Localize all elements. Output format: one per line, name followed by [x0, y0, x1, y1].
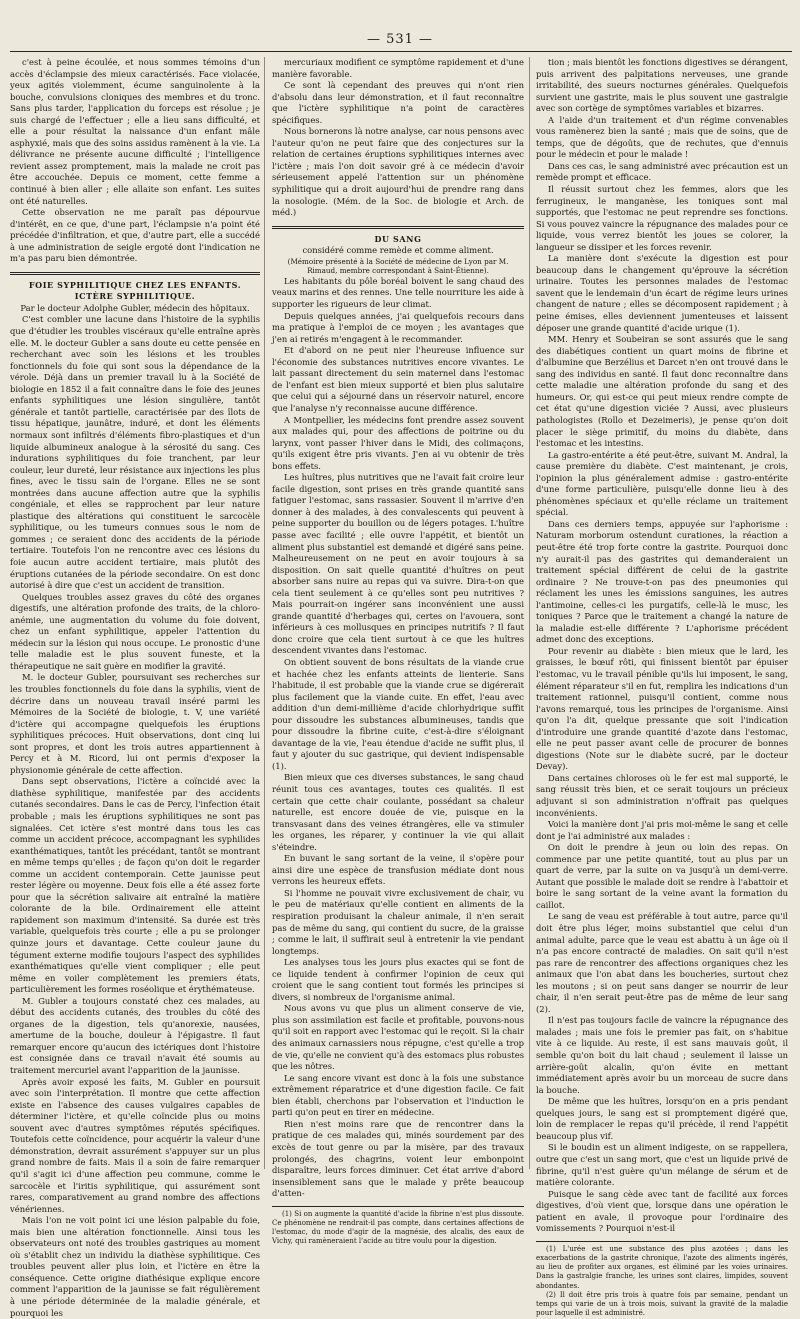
- paragraph: Voici la manière dont j'ai pris moi-même le sang et celle dont je l'ai administré aux malades :: [536, 819, 788, 841]
- section-divider: [10, 272, 260, 275]
- footnote: (2) Il doit être pris trois à quatre fois par semaine, pendant un temps qui varie de un à trois mois, suivant la gravité de la maladie pour laquelle il est administré.: [536, 1290, 788, 1318]
- paragraph: C'est combler une lacune dans l'histoire de la syphilis que d'étudier les troubles viscéraux qu'elle entraîne après elle. M. le docteur Gubler a sans doute eu cette pensée en recherchant avec soin les lésions et les troubles fonctionnels du foie qui sont sous la dépendance de la vérole. Déjà dans un premier travail lu à la Société de biologie en 1852 il a fait connaître dans le foie des jeunes enfants syphilitiques une lésion singulière, tantôt générale et tantôt partielle, caractérisée par des îlots de tissu hépatique, jaunâtre, induré, et dont les éléments normaux sont infiltrés d'éléments fibro-plastiques et d'un liquide albumineux analogue à la sérosité du sang. Ces indurations syphilitiques du foie tranchent, par leur couleur, leur dureté, leur résistance aux injections les plus fines, avec le tissu sain de l'organe. Elles ne se sont montrées dans aucune affection autre que la syphilis congéniale, et elles se rapprochent par leur nature plastique des altérations qui constituent le sarcocèle syphilitique, ou les tumeurs connues sous le nom de gommes ; ce seraient donc des accidents de la période tertiaire. Toutefois l'on ne rencontre avec ces lésions du foie aucun autre accident tertiaire, mais plutôt des éruptions cutanées de la période secondaire. On est donc autorisé à dire que c'est un accident de transition.: [10, 314, 260, 591]
- paragraph: Dans sept observations, l'ictère a coïncidé avec la diathèse syphilitique, manifestée par des accidents cutanés secondaires. Dans le cas de Percy, l'infection était probable ; mais les éruptions syphilitiques ne sont pas signalées. Cet ictère s'est montré dans tous les cas comme un accident précoce, accompagnant les syphilides exanthématiques, tantôt les précédant, tantôt se montrant en même temps qu'elles ; de façon qu'on doit le regarder comme un accident contemporain. Cette jaunisse peut rester légère ou moyenne. Deux fois elle a été assez forte pour que la sécrétion salivaire ait entraîné la matière colorante de la bile. Ordinairement elle atteint rapidement son maximum d'intensité. Sa durée est très variable, quelquefois très courte ; elle a pu se prolonger quinze jours et davantage. Cette couleur jaune du tégument externe modifie toujours l'aspect des syphilides exanthématiques qu'elle vient compliquer ; elle peut même en voiler complètement les premiers états, particulièrement les formes roséolique et érythémateuse.: [10, 776, 260, 995]
- paragraph: Quelques troubles assez graves du côté des organes digestifs, une altération profonde des traits, de la chloro-anémie, une augmentation du volume du foie doivent, chez un enfant syphilitique, appeler l'attention du médecin sur la lésion qui nous occupe. Le pronostic d'une telle maladie est le plus souvent funeste, et la thérapeutique ne sait guère en modifier la gravité.: [10, 591, 260, 671]
- footnote: (1) Si on augmente la quantité d'acide la fibrine n'est plus dissoute. Ce phénomène ne rendrait-il pas compte, dans certaines affections de l'estomac, du mode d'agir de la magnésie, des alcalis, des eaux de Vichy, qui ramèneraient l'acide au titre voulu pour la digestion.: [272, 1209, 524, 1246]
- section-title: FOIE SYPHILITIQUE CHEZ LES ENFANTS. ICTÈRE SYPHILITIQUE.: [28, 279, 242, 302]
- paragraph: Les huîtres, plus nutritives que ne l'avait fait croire leur facile digestion, sont prises en très grande quantité sans fatiguer l'estomac, sans rassasier. Souvent il m'arrive d'en donner à des malades, à des convalescents qui peuvent à peine supporter du bouillon ou de légers potages. L'huître passe avec facilité ; elle ouvre l'appétit, et bientôt un aliment plus substantiel est demandé et digéré sans peine. Malheureusement on ne peut en avoir toujours à sa disposition. On sait quelle quantité d'huîtres on peut absorber sans nuire au repas qui va suivre. Dira-t-on que cela tient seulement à ce qu'elles sont peu nutritives ? Mais pourrait-on ingérer sans inconvénient une aussi grande quantité d'herbages qui, certes on l'avouera, sont inférieurs à ces mollusques en principes nutritifs ? Il faut donc croire que cela tient surtout à ce que les huîtres descendent vivantes dans l'estomac.: [272, 472, 524, 656]
- paragraph: Si l'homme ne pouvait vivre exclusivement de chair, vu le peu de matériaux qu'elle contient en aliments de la respiration produisant la chaleur animale, il n'en serait pas de même du sang, qui contient du sucre, de la graisse ; comme le lait, il suffirait seul à entretenir la vie pendant longtemps.: [272, 887, 524, 956]
- column-separator: [264, 57, 265, 1169]
- footnote: (1) L'urée est une substance des plus azotées ; dans les exacerbations de la gastrite chronique, l'azote des aliments ingérés, au lieu de profiter aux organes, est éliminé par les voies urinaires. Dans la gastralgie franche, les urines sont claires, limpides, souvent abondantes.: [536, 1244, 788, 1290]
- paragraph: Pour revenir au diabète : bien mieux que le lard, les graisses, le bœuf rôti, qui finissent bientôt par épuiser l'estomac, vu le travail pénible qu'ils lui imposent, le sang, élément réparateur s'il en fut, remplira les indications d'un traitement rationnel, puisqu'il contient, comme nous l'avons remarqué, tous les principes de l'organisme. Ainsi qu'on l'a dit, quelque pressante que soit l'indication d'introduire une grande quantité d'azote dans l'estomac, elle ne peut passer avant celle de procurer de bonnes digestions (Note sur le diabète sucré, par le docteur Devay).: [536, 645, 788, 772]
- paragraph: M. Gubler a toujours constaté chez ces malades, au début des accidents cutanés, des troubles du côté des organes de la digestion, tels qu'anorexie, nausées, amertume de la bouche, douleur à l'épigastre. Il faut remarquer encore qu'aucun des ictériques dont l'histoire est consignée dans ce travail n'avait été soumis au traitement mercuriel avant l'apparition de la jaunisse.: [10, 995, 260, 1076]
- paragraph: Il réussit surtout chez les femmes, alors que les ferrugineux, le manganèse, les toniques sont mal supportés, que l'estomac ne peut reprendre ses fonctions. Si vous pouvez vaincre la répugnance des malades pour ce liquide, vous verrez bientôt les joues se colorer, la langueur se dissiper et les forces revenir.: [536, 184, 788, 252]
- paragraph: A l'aide d'un traitement et d'un régime convenables vous ramènerez bien la santé ; mais que de soins, que de temps, que de dégoûts, que de rechutes, que d'ennuis pour le médecin et pour le malade !: [536, 114, 788, 160]
- column-2: [272, 57, 524, 1246]
- paragraph: A Montpellier, les médecins font prendre assez souvent aux malades qui, pour des affections de poitrine ou du larynx, vont passer l'hiver dans le Midi, des colimaçons, qu'ils exigent être pris vivants. J'en ai vu obtenir de très bons effets.: [272, 414, 524, 471]
- paragraph: Les habitants du pôle boréal boivent le sang chaud des veaux marins et des rennes. Une telle nourriture les aide à supporter les rigueurs de leur climat.: [272, 275, 524, 310]
- paragraph: M. le docteur Gubler, poursuivant ses recherches sur les troubles fonctionnels du foie dans la syphilis, vient de décrire dans un nouveau travail inséré parmi les Mémoires de la Société de biologie, t. V, une variété d'ictère qui accompagne quelquefois les éruptions syphilitiques précoces. Huit observations, dont cinq lui sont propres, et dont les trois autres appartiennent à Percy et à M. Ricord, lui ont permis d'exposer la physionomie générale de cette affection.: [10, 672, 260, 775]
- footnotes: [536, 1241, 788, 1319]
- footnotes: [272, 1206, 524, 1247]
- header-rule: [10, 51, 792, 52]
- paragraph: Mais l'on ne voit point ici une lésion palpable du foie, mais bien une altération fonctionnelle. Ainsi tous les observateurs ont noté des troubles gastriques au moment où s'établit chez un individu la diathèse syphilitique. Ces troubles peuvent aller plus loin, et l'ictère en être la conséquence. Cette origine diathésique explique encore comment l'apparition de la jaunisse se fait régulièrement à une période déterminée de la maladie générale, et pourquoi les: [10, 1215, 260, 1318]
- paragraph: Puisque le sang cède avec tant de facilité aux forces digestives, d'où vient que, lorsque dans une opération le patient en avale, il provoque pour l'ordinaire des vomissements ? Pourquoi n'est-il: [536, 1188, 788, 1234]
- paragraph: Le sang encore vivant est donc à la fois une substance extrêmement réparatrice et d'une digestion facile. Ce fait bien établi, cherchons par l'observation et l'induction le parti qu'on peut en tirer en médecine.: [272, 1072, 524, 1118]
- paragraph: Les analyses tous les jours plus exactes qui se font de ce liquide tendent à confirmer l'opinion de ceux qui croient que le sang contient tout formés les principes si divers, si nombreux de l'organisme animal.: [272, 957, 524, 1002]
- paragraph: On obtient souvent de bons résultats de la viande crue et hachée chez les enfants atteints de lienterie. Sans l'habitude, il est probable que la viande crue se digérerait plus facilement que la viande cuite. En effet, l'eau avec addition d'un demi-millième d'acide chlorhydrique suffit pour dissoudre les substances albumineuses, tandis que pour dissoudre la fibrine cuite, c'est-à-dire s'éloignant davantage de la vie, l'eau étendue d'acide ne suffit plus, il faut y ajouter du suc gastrique, qui devient indispensable (1).: [272, 656, 524, 771]
- paragraph: La gastro-entérite a été peut-être, suivant M. Andral, la cause première du diabète. C'est maintenant, je crois, l'opinion la plus généralement admise : gastro-entérite d'une forme particulière, puisqu'elle donne lieu à des phénomènes spéciaux et qu'elle réclame un traitement spécial.: [536, 449, 788, 518]
- paragraph: De même que les huîtres, lorsqu'on en a pris pendant quelques jours, le sang est si promptement digéré que, loin de remplacer le repas qu'il précède, il rend l'appétit beaucoup plus vif.: [536, 1096, 788, 1141]
- column-3: [536, 57, 788, 1318]
- paragraph: Dans ces cas, le sang administré avec précaution est un remède prompt et efficace.: [536, 160, 788, 183]
- paragraph: c'est à peine écoulée, et nous sommes témoins d'un accès d'éclampsie des mieux caractérisés. Face violacée, yeux agités violemment, écume sanguinolente à la bouche, convulsions cloniques des membres et du tronc. Sans plus tarder, l'application du forceps est résolue ; je suis chargé de l'effectuer ; elle a lieu sans difficulté, et elle a pour résultat la naissance d'un enfant mâle asphyxié, mais que des soins assidus ramènent à la vie. La délivrance ne présente aucune difficulté ; l'intelligence revient assez promptement, mais la malade ne croit pas être accouchée. Depuis ce moment, cette femme a continué à bien aller ; elle allaite son enfant. Les suites ont été naturelles.: [10, 57, 260, 206]
- column-1: [10, 57, 260, 1318]
- paragraph: Nous bornerons là notre analyse, car nous pensons avec l'auteur qu'on ne peut faire que des conjectures sur la relation de certaines éruptions syphilitiques internes avec l'ictère ; mais l'on doit savoir gré à ce médecin d'avoir sérieusement appelé l'attention sur un phénomène syphilitique qui a droit aujourd'hui de prendre rang dans la nosologie. (Mém. de la Soc. de biologie et Arch. de méd.): [272, 126, 524, 218]
- column-separator: [529, 57, 530, 1169]
- paragraph: En buvant le sang sortant de la veine, il s'opère pour ainsi dire une espèce de transfusion médiate dont nous verrons les heureux effets.: [272, 853, 524, 887]
- paragraph: Depuis quelques années, j'ai quelquefois recours dans ma pratique à l'emploi de ce moyen ; les avantages que j'en ai retirés m'engagent à le recommander.: [272, 310, 524, 344]
- paragraph: Il n'est pas toujours facile de vaincre la répugnance des malades ; mais une fois le premier pas fait, on s'habitue vite à ce liquide. Au reste, il est sans mauvais goût, il semble qu'on boit du lait chaud ; seulement il laisse un arrière-goût alcalin, qu'on évite en mettant immédiatement après avoir bu un morceau de sucre dans la bouche.: [536, 1015, 788, 1095]
- paragraph: Cette observation ne me paraît pas dépourvue d'intérêt, en ce que, d'une part, l'éclampsie n'a point été précédée d'infiltration, et que, d'autre part, elle a succédé à une administration de seigle ergoté dont l'indication ne m'a pas paru bien démontrée.: [10, 207, 260, 264]
- section-divider: [272, 226, 524, 229]
- paragraph: On doit le prendre à jeun ou loin des repas. On commence par une petite quantité, tout au plus par un quart de verre, par la suite on va jusqu'à un demi-verre. Autant que possible le malade doit se rendre à l'abattoir et boire le sang sortant de la veine avant la formation du caillot.: [536, 842, 788, 910]
- paragraph: Après avoir exposé les faits, M. Gubler en poursuit avec soin l'interprétation. Il montre que cette affection existe en l'absence des causes vulgaires capables de déterminer l'ictère, et qu'elle coïncide plus ou moins souvent avec d'autres symptômes réputés spécifiques. Toutefois cette coïncidence, pour acquérir la valeur d'une démonstration, devrait assurément s'appuyer sur un plus grand nombre de faits. Mais il a soin de faire remarquer qu'il s'agit ici d'une affection peu commune, comme le sarcocèle et l'iritis syphilitique, qui assurément sont rares, comparativement au grand nombre des affections vénériennes.: [10, 1076, 260, 1214]
- paragraph: Bien mieux que ces diverses substances, le sang chaud réunit tous ces avantages, toutes ces qualités. Il est certain que cette chair coulante, possédant sa chaleur naturelle, est encore douée de vie, puisque en la transvasant dans des veines étrangères, elle va stimuler les organes, les réparer, y continuer la vie qui allait s'éteindre.: [272, 772, 524, 852]
- paragraph: Si le boudin est un aliment indigeste, on se rappellera, outre que c'est un sang mort, que c'est un liquide privé de fibrine, qu'il n'est guère qu'un mélange de sérum et de matière colorante.: [536, 1142, 788, 1188]
- paragraph: La manière dont s'exécute la digestion est pour beaucoup dans le changement qu'éprouve la sécrétion urinaire. Toutes les personnes malades de l'estomac savent que le lendemain d'un écart de régime leurs urines changent de nature ; elles se décomposent rapidement ; à peine émises, elles deviennent jumenteuses et laissent déposer une grande quantité d'acide urique (1).: [536, 253, 788, 333]
- section-title: DU SANG: [374, 233, 422, 244]
- article-author: Par le docteur Adolphe Gubler, médecin des hôpitaux.: [20, 302, 250, 313]
- paragraph: MM. Henry et Soubeiran se sont assurés que le sang des diabétiques contient un quart moins de fibrine et d'albumine que Berzélius et Darcet n'en ont trouvé dans le sang des individus en santé. Il faut donc reconnaître dans cette maladie une altération profonde du sang et des humeurs. Or, qui est-ce qui peut mieux rendre compte de cet état qu'une digestion viciée ? Aussi, avec plusieurs pathologistes (Rollo et Dezeimeris), je pense qu'on doit placer le siège primitif, du moins du diabète, dans l'estomac et les intestins.: [536, 334, 788, 449]
- paragraph: Nous avons vu que plus un aliment conserve de vie, plus son assimilation est facile et profitable, pouvons-nous qu'il soit en rapport avec l'estomac qui le reçoit. Si la chair des animaux carnassiers nous répugne, c'est qu'elle a trop de vie, qu'elle ne convient qu'à des estomacs plus robustes que les nôtres.: [272, 1003, 524, 1072]
- paragraph: Dans certaines chloroses où le fer est mal supporté, le sang réussit très bien, et ce serait toujours un précieux adjuvant si son administration n'offrait pas quelques inconvénients.: [536, 772, 788, 818]
- paragraph: tion ; mais bientôt les fonctions digestives se dérangent, puis arrivent des palpitations nerveuses, une grande irritabilité, des sueurs nocturnes générales. Quelquefois survient une gastrite, mais le plus souvent une gastralgie avec son cortège de symptômes variables et bizarres.: [536, 57, 788, 114]
- paragraph: Ce sont là cependant des preuves qui n'ont rien d'absolu dans leur démonstration, et il faut reconnaître que l'ictère syphilitique n'a point de caractères spécifiques.: [272, 80, 524, 125]
- article-source: (Mémoire présenté à la Société de médecine de Lyon par M. Rimaud, membre correspondant à Saint-Étienne).: [287, 256, 509, 276]
- paragraph: Et d'abord on ne peut nier l'heureuse influence sur l'économie des substances nutritives encore vivantes. Le lait passant directement du sein maternel dans l'estomac de l'enfant est bien mieux supporté et bien plus salutaire que celui qui a séjourné dans un réservoir naturel, encore que l'analyse n'y reconnaisse aucune différence.: [272, 345, 524, 413]
- paragraph: Rien n'est moins rare que de rencontrer dans la pratique de ces malades qui, minés sourdement par des excès de tout genre ou par la misère, par des travaux prolongés, des chagrins, voient leur embonpoint disparaître, leurs forces diminuer. Cet état arrive d'abord insensiblement sans que le malade y prête beaucoup d'atten-: [272, 1118, 524, 1199]
- paragraph: mercuriaux modifient ce symptôme rapidement et d'une manière favorable.: [272, 57, 524, 79]
- page-number: — 531 —: [366, 32, 434, 47]
- paragraph: Dans ces derniers temps, appuyée sur l'aphorisme : Naturam morborum ostendunt curationes, la réaction a peut-être été trop forte contre la gastrite. Pourquoi donc n'y aurait-il pas des gastrites qui demanderaient un traitement spécial différent de celui de la gastrite ordinaire ? Ne trouve-t-on pas des pneumonies qui réclament les unes les émissions sanguines, les autres l'antimoine, celles-ci les purgatifs, celle-là le musc, les toniques ? Parce que le traitement a changé la nature de la maladie est-elle différente ? L'aphorisme précédent admet donc des exceptions.: [536, 518, 788, 645]
- section-subtitle: considéré comme remède et comme aliment.: [302, 245, 494, 256]
- paragraph: Le sang de veau est préférable à tout autre, parce qu'il doit être plus léger, moins substantiel que celui d'un animal adulte, parce que le veau est abattu à un âge où il n'a pas encore contracté de maladies. On sait qu'il n'est pas rare de rencontrer des affections organiques chez les animaux que l'on abat dans les boucheries, surtout chez les moutons ; si on peut sans danger se nourrir de leur chair, il n'en serait peut-être pas de même de leur sang (2).: [536, 911, 788, 1014]
